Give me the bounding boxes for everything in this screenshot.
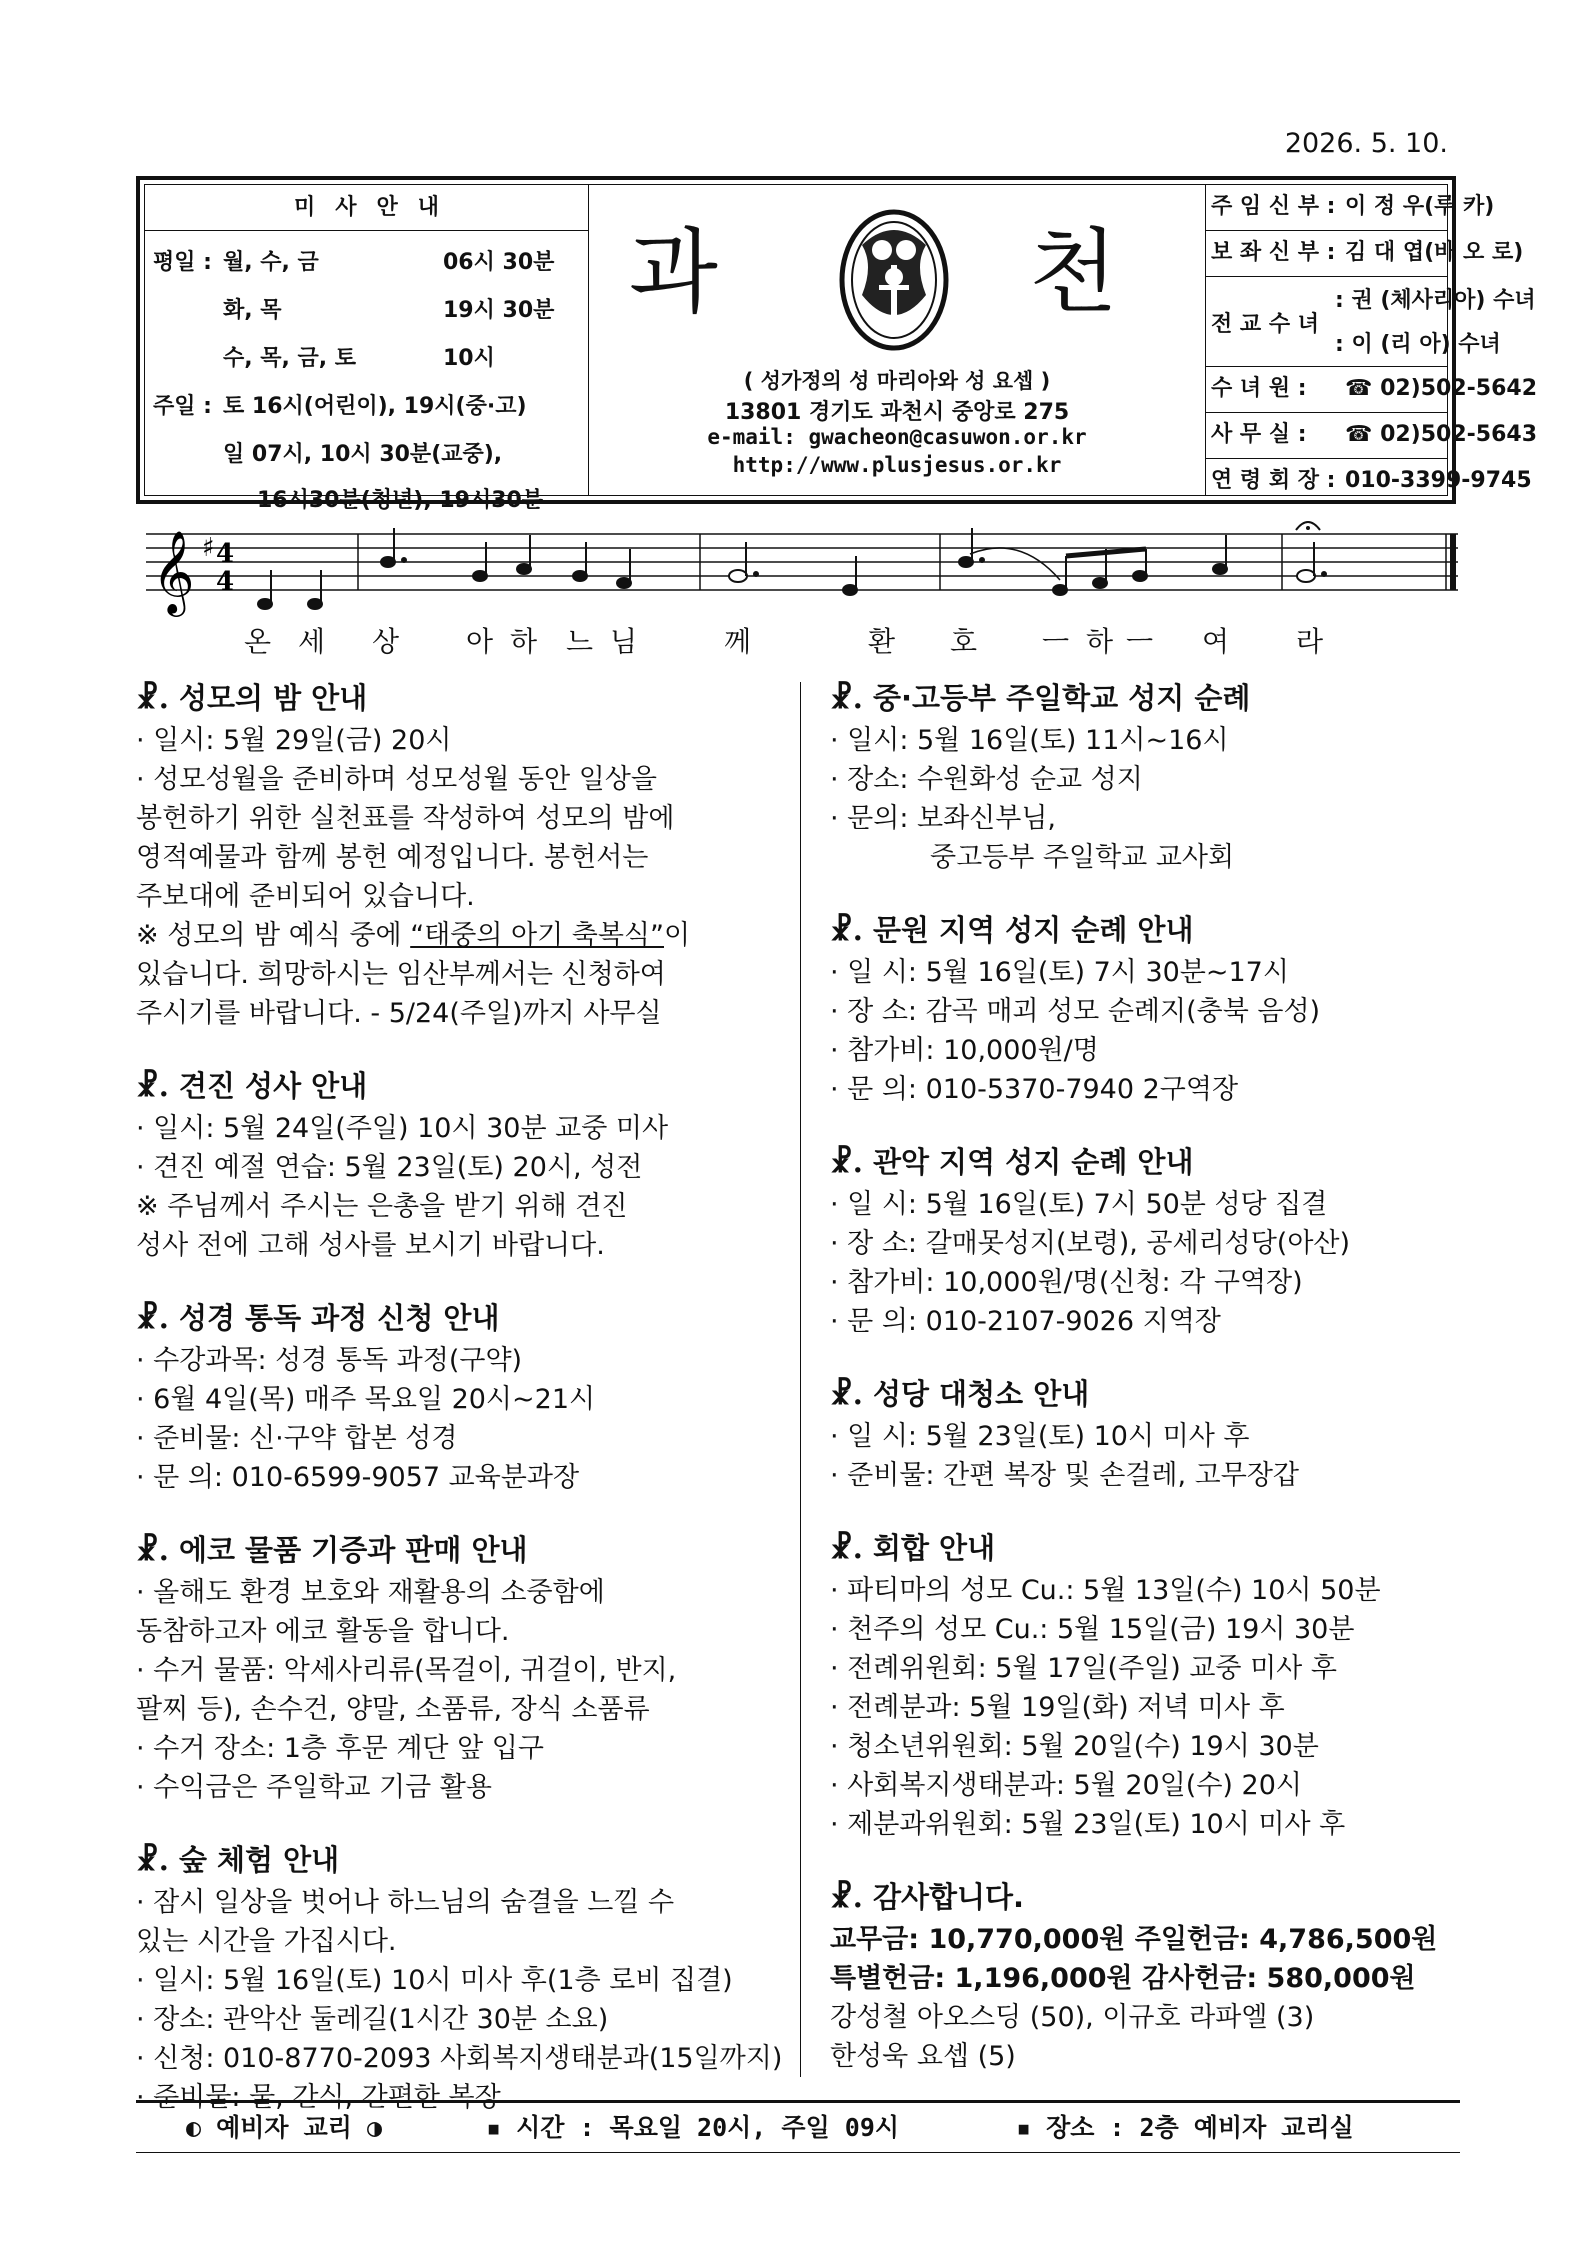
staff-row [1205,413,1538,459]
staff-label: 보 좌 신 부 : [1211,240,1336,265]
staff-row [1205,459,1532,501]
staff-value: 김 대 엽(바 오 로) [1345,240,1524,265]
section-title [830,1139,1490,1185]
right-column [830,675,1490,2076]
line-text: 중고등부 주일학교 교사회 [930,842,1235,873]
mass-row-days: 수, 목, 금, 토 [223,346,357,371]
line-text: · 장소: 수원화성 순교 성지 [830,764,1143,795]
line-text: · 6월 4일(목) 매주 목요일 20시~21시 [136,1384,596,1415]
line-text: 주시기를 바랍니다. - 5/24(주일)까지 사무실 [136,998,662,1029]
section-title-text: 에코 물품 기증과 판매 안내 [178,1533,528,1567]
chi-rho-icon: ☧. [830,1145,863,1179]
footer-bottom-divider [136,2152,1460,2153]
line-text: · 수거 장소: 1층 후문 계단 앞 입구 [136,1733,544,1764]
line-text: 있는 시간을 가집시다. [136,1926,397,1957]
lyric-syllable: 느 [566,625,594,658]
staff-label: 주 임 신 부 : [1211,194,1336,219]
section-title-text: 성모의 밤 안내 [178,681,368,715]
section-title [830,1874,1490,1920]
mass-row-days: 화, 목 [223,298,282,323]
section-line [136,916,796,955]
section-line [136,1651,796,1690]
line-text: 영적예물과 함께 봉헌 예정입니다. 봉헌서는 [136,842,649,873]
line-text: · 참가비: 10,000원/명 [830,1035,1099,1066]
section-line [830,953,1490,992]
line-text: · 신청: 010-8770-2093 사회복지생태분과(15일까지) [136,2043,783,2074]
section-line [830,760,1490,799]
chi-rho-icon: ☧. [830,681,863,715]
section-line [830,1302,1490,1341]
time-signature: 4 [216,567,235,597]
staff-value: : 권 (체사리아) 수녀 [1335,288,1536,313]
section-line [830,1263,1490,1302]
section-title [830,1371,1490,1417]
lyric-syllable: 아 [466,625,494,658]
section-line [136,955,796,994]
section-spacer [136,1497,796,1527]
parish-patron: ( 성가정의 성 마리아와 성 요셉 ) [743,369,1051,393]
section-line [136,1883,796,1922]
section-line [830,992,1490,1031]
left-column [136,675,796,2117]
lyric-syllable: 하 [1086,625,1114,658]
section-line [830,1610,1490,1649]
section-line [830,1727,1490,1766]
section-line [136,1690,796,1729]
line-text: · 수거 물품: 악세사리류(목걸이, 귀걸이, 반지, [136,1655,677,1686]
chi-rho-icon: ☧. [136,1533,169,1567]
line-text: · 장 소: 감곡 매괴 성모 순례지(충북 음성) [830,996,1321,1027]
lyric-syllable: 께 [724,625,752,658]
line-text: · 일시: 5월 16일(토) 10시 미사 후(1층 로비 집결) [136,1965,733,1996]
section-line [136,838,796,877]
line-text: · 잠시 일상을 벗어나 하느님의 숨결을 느낄 수 [136,1887,675,1918]
line-text: · 일 시: 5월 16일(토) 7시 30분~17시 [830,957,1289,988]
mass-row: 16시30분(청년), 19시30분 [257,488,544,513]
section-line [136,1768,796,1807]
section-line [136,2039,796,2078]
section-line [830,1959,1490,1998]
section-title-text: 성경 통독 과정 신청 안내 [178,1301,500,1335]
mass-row-label: 평일 : [153,250,212,275]
staff-row [1205,231,1524,277]
line-text: 한성욱 요셉 (5) [830,2041,1016,2072]
section-title [136,1527,796,1573]
section-line [136,1729,796,1768]
sharp-icon: ♯ [202,533,215,563]
section-line [830,721,1490,760]
section-title-text: 중·고등부 주일학교 성지 순례 [872,681,1251,715]
staff-value: ☎ 02)502-5643 [1345,422,1538,447]
line-text: · 일시: 5월 16일(토) 11시~16시 [830,725,1229,756]
section-line [136,1458,796,1497]
lyric-syllable: 님 [610,625,638,658]
line-text: · 문 의: 010-5370-7940 2구역장 [830,1074,1239,1105]
section-line [136,760,796,799]
section-line [136,799,796,838]
line-text: · 일시: 5월 29일(금) 20시 [136,725,452,756]
section-spacer [136,1807,796,1837]
section-line [830,799,1490,838]
section-line [830,1688,1490,1727]
line-text: · 준비물: 물, 간식, 간편한 복장 [136,2082,501,2113]
lyric-syllable: 상 [372,625,400,658]
mass-row-time: 10시 [443,346,495,371]
section-line [830,1571,1490,1610]
parish-title-left: 과 [629,219,718,326]
line-text: · 천주의 성모 Cu.: 5월 15일(금) 19시 30분 [830,1614,1355,1645]
section-line [830,1224,1490,1263]
line-text: · 청소년위원회: 5월 20일(수) 19시 30분 [830,1731,1319,1762]
parish-website: http://www.plusjesus.or.kr [732,453,1062,477]
section-line [830,1920,1490,1959]
parish-title-block [589,185,1205,495]
section-spacer [830,1844,1490,1874]
line-text: · 사회복지생태분과: 5월 20일(수) 20시 [830,1770,1302,1801]
chi-rho-icon: ☧. [830,1531,863,1565]
section-line [136,1226,796,1265]
lyric-syllable: 환 [868,625,896,658]
line-underlined-text: “태중의 아기 축복식” [410,920,664,951]
staff-label: 전 교 수 녀 [1211,312,1319,337]
section-line [136,1922,796,1961]
section-line [136,1612,796,1651]
section-spacer [830,1495,1490,1525]
line-text: · 장 소: 갈매못성지(보령), 공세리성당(아산) [830,1228,1351,1259]
mass-row [153,245,555,276]
line-text: 교무금: 10,770,000원 주일헌금: 4,786,500원 [830,1924,1438,1955]
line-text: · 일 시: 5월 23일(토) 10시 미사 후 [830,1421,1250,1452]
section-line [136,994,796,1033]
section-line [830,1805,1490,1844]
section-line [136,1148,796,1187]
mass-row-time: 19시 30분 [443,298,555,323]
chi-rho-icon: ☧. [136,1069,169,1103]
section-line [136,877,796,916]
line-text: 특별헌금: 1,196,000원 감사헌금: 580,000원 [830,1963,1416,1994]
staff-value: 010-3399-9745 [1345,468,1532,493]
line-text: · 문 의: 010-2107-9026 지역장 [830,1306,1221,1337]
music-staff [140,520,1460,620]
mass-schedule [145,185,588,513]
line-text: · 일시: 5월 24일(주일) 10시 30분 교중 미사 [136,1113,669,1144]
column-divider [800,682,801,2077]
line-text: 팔찌 등), 손수건, 양말, 소품류, 장식 소품류 [136,1694,650,1725]
line-text: 이 [664,920,691,951]
staff-label: 연 령 회 장 : [1211,468,1336,493]
mass-row [153,389,527,420]
section-title-text: 견진 성사 안내 [178,1069,368,1103]
parish-title-right: 천 [1029,219,1118,326]
chi-rho-icon: ☧. [136,681,169,715]
line-text: · 문 의: 010-6599-9057 교육분과장 [136,1462,580,1493]
section-spacer [136,1033,796,1063]
line-text: · 수익금은 주일학교 기금 활용 [136,1772,492,1803]
section-spacer [136,1265,796,1295]
footer-time: ▪ 시간 : 목요일 20시, 주일 09시 [486,2113,900,2142]
section-line [136,1380,796,1419]
chi-rho-icon: ☧. [136,1843,169,1877]
staff-label: 수 녀 원 : [1211,376,1307,401]
hymn-score [140,520,1460,660]
line-text: · 수강과목: 성경 통독 과정(구약) [136,1345,523,1376]
mass-schedule-title: 미사안내 [145,185,588,231]
section-line [830,1456,1490,1495]
section-line [830,1070,1490,1109]
section-line [830,1766,1490,1805]
staff-value: : 이 (리 아) 수녀 [1335,332,1501,357]
line-text: 있습니다. 희망하시는 임산부께서는 신청하여 [136,959,666,990]
mass-row-time: 06시 30분 [443,250,555,275]
line-text: 주보대에 준비되어 있습니다. [136,881,475,912]
section-spacer [830,1109,1490,1139]
holy-family-emblem-icon [834,205,954,355]
staff-value: ☎ 02)502-5642 [1345,376,1538,401]
lyric-syllable: 라 [1296,625,1324,658]
section-line [136,1187,796,1226]
lyric-syllable: 여 [1202,625,1230,658]
section-title-text: 관악 지역 성지 순례 안내 [872,1145,1194,1179]
lyric-syllable: ㅡ [1042,625,1070,658]
section-title-text: 성당 대청소 안내 [872,1377,1090,1411]
staff-directory [1205,185,1538,495]
lyric-syllable: 호 [950,625,978,658]
treble-clef-icon: 𝄞 [152,529,195,613]
line-text: · 전례분과: 5월 19일(화) 저녁 미사 후 [830,1692,1285,1723]
line-text: · 견진 예절 연습: 5월 23일(토) 20시, 성전 [136,1152,643,1183]
line-text: · 올해도 환경 보호와 재활용의 소중함에 [136,1577,605,1608]
section-line [136,1961,796,2000]
line-text: ※ 성모의 밤 예식 중에 [136,920,411,951]
staff-row [1205,185,1495,231]
line-text: · 준비물: 간편 복장 및 손걸레, 고무장갑 [830,1460,1299,1491]
mass-row-days: 월, 수, 금 [223,250,319,275]
section-title [830,907,1490,953]
section-line [830,1031,1490,1070]
lyric-syllable: 세 [298,625,326,658]
section-line [136,2000,796,2039]
line-text: ※ 주님께서 주시는 은총을 받기 위해 견진 [136,1191,628,1222]
section-title [136,675,796,721]
footer-place: ▪ 장소 : 2층 예비자 교리실 [1016,2113,1354,2142]
section-title [136,1063,796,1109]
line-text: 동참하고자 에코 활동을 합니다. [136,1616,510,1647]
section-title-text: 감사합니다. [872,1880,1025,1914]
lyric-syllable: 하 [510,625,538,658]
section-title [136,1837,796,1883]
section-line [136,1341,796,1380]
section-line [830,838,1490,877]
chi-rho-icon: ☧. [830,913,863,947]
parish-address: 13801 경기도 과천시 중앙로 275 [724,400,1070,425]
footer-catechism: ◐ 예비자 교리 ◑ [186,2113,383,2142]
section-spacer [830,877,1490,907]
section-title [830,675,1490,721]
staff-value: 이 정 우(루 카) [1345,194,1495,219]
section-line [830,2037,1490,2076]
chi-rho-icon: ☧. [830,1880,863,1914]
mass-row-label: 주일 : [153,394,212,419]
line-text: · 문의: 보좌신부님, [830,803,1057,834]
section-line [136,1573,796,1612]
notes [258,528,1326,609]
chi-rho-icon: ☧. [136,1301,169,1335]
line-text: · 제분과위원회: 5월 23일(토) 10시 미사 후 [830,1809,1346,1840]
line-text: 봉헌하기 위한 실천표를 작성하여 성모의 밤에 [136,803,675,834]
line-text: · 장소: 관악산 둘레길(1시간 30분 소요) [136,2004,609,2035]
footer-divider [136,2100,1460,2103]
section-line [830,1185,1490,1224]
mass-row: 일 07시, 10시 30분(교중), [223,442,503,467]
line-text: · 전례위원회: 5월 17일(주일) 교중 미사 후 [830,1653,1337,1684]
section-title-text: 회합 안내 [872,1531,996,1565]
line-text: 성사 전에 고해 성사를 보시기 바랍니다. [136,1230,605,1261]
chi-rho-icon: ☧. [830,1377,863,1411]
line-text: · 일 시: 5월 16일(토) 7시 50분 성당 집결 [830,1189,1328,1220]
section-spacer [830,1341,1490,1371]
section-title-text: 숲 체험 안내 [178,1843,340,1877]
section-line [136,1109,796,1148]
parish-email: e-mail: gwacheon@casuwon.or.kr [707,425,1087,449]
lyric-syllable: ㅡ [1126,625,1154,658]
line-text: 강성철 아오스딩 (50), 이규호 라파엘 (3) [830,2002,1315,2033]
section-line [830,1417,1490,1456]
section-title-text: 문원 지역 성지 순례 안내 [872,913,1194,947]
line-text: · 참가비: 10,000원/명(신청: 각 구역장) [830,1267,1303,1298]
bulletin-header [136,176,1538,513]
section-line [830,1649,1490,1688]
bulletin-date: 2026. 5. 10. [1284,128,1448,159]
line-text: · 준비물: 신·구약 합본 성경 [136,1423,458,1454]
section-line [136,721,796,760]
staff-row [1205,367,1538,413]
lyric-syllable: 온 [244,625,272,658]
section-title [136,1295,796,1341]
line-text: · 성모성월을 준비하며 성모성월 동안 일상을 [136,764,657,795]
section-line [830,1998,1490,2037]
staff-row [1205,277,1536,367]
section-title [830,1525,1490,1571]
section-line [136,1419,796,1458]
mass-row-text: 토 16시(어린이), 19시(중·고) [223,394,527,419]
line-text: · 파티마의 성모 Cu.: 5월 13일(수) 10시 50분 [830,1575,1381,1606]
staff-label: 사 무 실 : [1211,422,1307,447]
time-signature: 4 [216,539,235,569]
